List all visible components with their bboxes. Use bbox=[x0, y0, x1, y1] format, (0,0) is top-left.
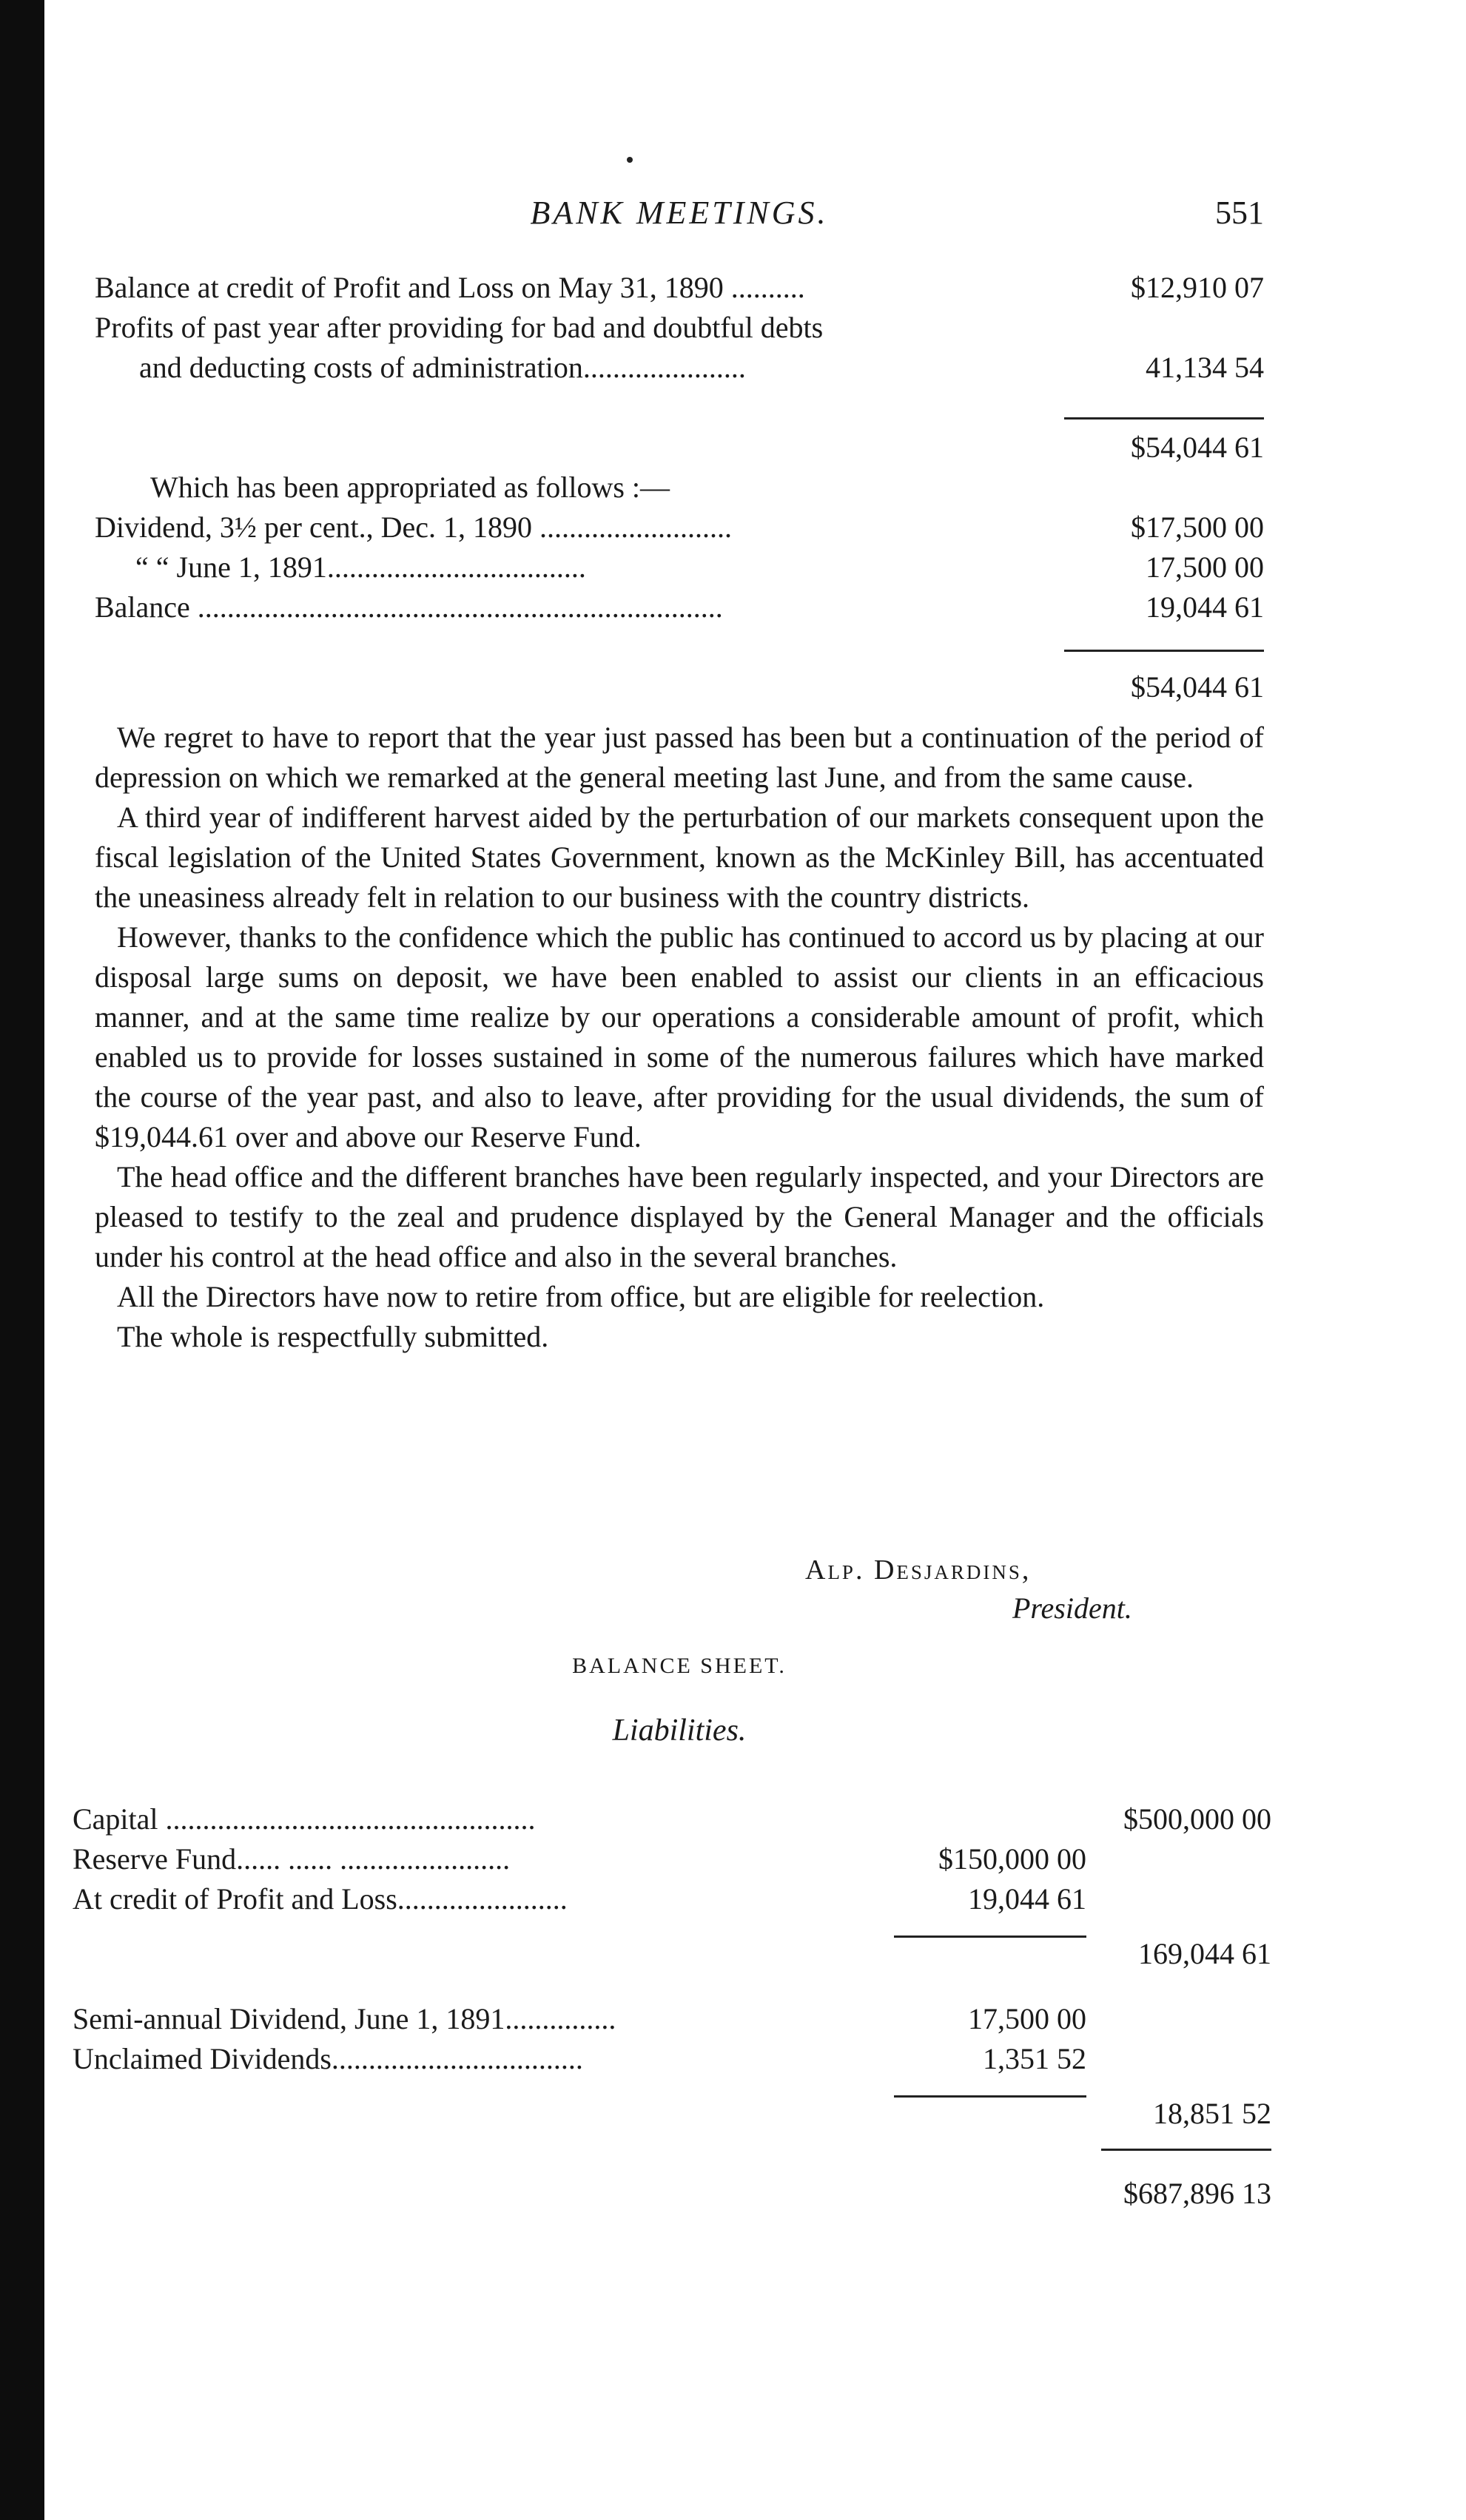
balance-sheet-table bbox=[73, 1799, 1271, 2210]
balance-row-amount: $500,000 00 bbox=[1123, 1802, 1271, 1836]
balance-row bbox=[73, 1839, 1271, 1879]
account-total-row bbox=[95, 428, 1264, 468]
balance-row bbox=[73, 1879, 1271, 1919]
sum-rule bbox=[894, 1936, 1086, 1938]
report-paragraph: The head office and the different branches have been regularly inspected, and your Directors are pleased to testify to the zeal and prudence displayed by the General Manager and the officials under his control at the head office and also in the several branches. bbox=[95, 1160, 1264, 1273]
rule-row bbox=[95, 627, 1264, 667]
appropriation-total: $54,044 61 bbox=[1131, 670, 1264, 704]
rule-row bbox=[73, 2119, 1271, 2159]
appropriation-label: Dividend, 3½ per cent., Dec. 1, 1890 .......................... bbox=[95, 511, 732, 544]
account-row-label: Profits of past year after providing for bad and doubtful debts bbox=[95, 311, 824, 344]
page-number: 551 bbox=[1215, 195, 1264, 231]
appropriation-row bbox=[95, 587, 1264, 627]
appropriation-label: Balance ....................................................................... bbox=[95, 590, 723, 624]
profit-loss-account bbox=[95, 268, 1264, 707]
directors-report bbox=[95, 718, 1264, 1357]
balance-row bbox=[73, 1999, 1271, 2039]
appropriation-heading-row bbox=[95, 468, 1264, 508]
balance-row bbox=[73, 1799, 1271, 1839]
appropriation-row bbox=[95, 508, 1264, 548]
balance-row-label: Semi-annual Dividend, June 1, 1891............... bbox=[73, 2002, 616, 2035]
account-total: $54,044 61 bbox=[1131, 431, 1264, 464]
account-row-label: Balance at credit of Profit and Loss on May 31, 1890 .......... bbox=[95, 271, 805, 304]
account-row bbox=[95, 308, 1264, 348]
balance-row-subamount: 17,500 00 bbox=[968, 2002, 1086, 2035]
account-row bbox=[95, 268, 1264, 308]
report-paragraph: We regret to have to report that the year just passed has been but a continuation of the period of depression on which we remarked at the general meeting last June, and from the same cause. bbox=[95, 721, 1264, 794]
appropriation-row bbox=[95, 548, 1264, 587]
balance-subtotal-row bbox=[73, 1919, 1271, 1970]
account-row-label: and deducting costs of administration...................... bbox=[139, 351, 746, 384]
appropriation-heading: Which has been appropriated as follows :— bbox=[150, 471, 670, 504]
balance-row-label: At credit of Profit and Loss....................... bbox=[73, 1882, 568, 1916]
book-page bbox=[73, 0, 1271, 2520]
balance-row-label: Unclaimed Dividends.................................. bbox=[73, 2042, 583, 2075]
appropriation-amount: $17,500 00 bbox=[1131, 511, 1264, 544]
grand-total-row bbox=[73, 2159, 1271, 2210]
account-row bbox=[95, 348, 1264, 388]
balance-row-label: Reserve Fund...... ...... ....................... bbox=[73, 1842, 511, 1876]
book-spine-edge bbox=[0, 0, 44, 2520]
sum-rule bbox=[1064, 650, 1264, 652]
account-row-amount: $12,910 07 bbox=[1131, 271, 1264, 304]
balance-sheet-heading: BALANCE SHEET. bbox=[572, 1654, 787, 1678]
balance-row-subamount: 1,351 52 bbox=[983, 2042, 1086, 2075]
balance-row-subamount: 19,044 61 bbox=[968, 1882, 1086, 1916]
liabilities-heading: Liabilities. bbox=[612, 1714, 747, 1748]
running-title: BANK MEETINGS. bbox=[530, 195, 829, 231]
page-header bbox=[95, 194, 1264, 238]
account-row-amount: 41,134 54 bbox=[1146, 351, 1264, 384]
report-paragraph: The whole is respectfully submitted. bbox=[117, 1320, 549, 1353]
balance-row bbox=[73, 2039, 1271, 2079]
spacer-row bbox=[73, 1959, 1271, 1999]
grand-total: $687,896 13 bbox=[1123, 2177, 1271, 2210]
sum-rule bbox=[1101, 2149, 1271, 2151]
appropriation-amount: 17,500 00 bbox=[1146, 550, 1264, 584]
balance-row-label: Capital .................................................. bbox=[73, 1802, 536, 1836]
appropriation-total-row bbox=[95, 667, 1264, 707]
report-paragraph: However, thanks to the confidence which the public has continued to accord us by placing at our disposal large sums on deposit, we have been enabled to assist our clients in an efficacious manner, and at the same time realize by our operations a considerable amount of profit, which enabled us to provide for losses sustained in some of the numerous failures which have marked the course of the year past, and also to leave, after providing for the usual dividends, the sum of $19,044.61 over and above our Reserve Fund. bbox=[95, 920, 1264, 1153]
balance-row-subamount: $150,000 00 bbox=[938, 1842, 1086, 1876]
balance-subtotal-row bbox=[73, 2079, 1271, 2130]
appropriation-amount: 19,044 61 bbox=[1146, 590, 1264, 624]
report-paragraph: A third year of indifferent harvest aided by the perturbation of our markets consequent upon the fiscal legislation of the United States Government, known as the McKinley Bill, has accentuated the uneasiness already felt in relation to our business with the country districts. bbox=[95, 801, 1264, 914]
balance-row-amount: 169,044 61 bbox=[1138, 1937, 1271, 1970]
signatory-title: President. bbox=[1012, 1591, 1132, 1625]
balance-row-amount: 18,851 52 bbox=[1153, 2097, 1271, 2130]
signatory-name: Alp. Desjardins, bbox=[805, 1554, 1032, 1586]
sum-rule bbox=[1064, 417, 1264, 420]
report-paragraph: All the Directors have now to retire from office, but are eligible for reelection. bbox=[117, 1280, 1045, 1313]
appropriation-label: “ “ June 1, 1891................................... bbox=[135, 550, 586, 584]
rule-row bbox=[95, 388, 1264, 428]
sum-rule bbox=[894, 2095, 1086, 2098]
